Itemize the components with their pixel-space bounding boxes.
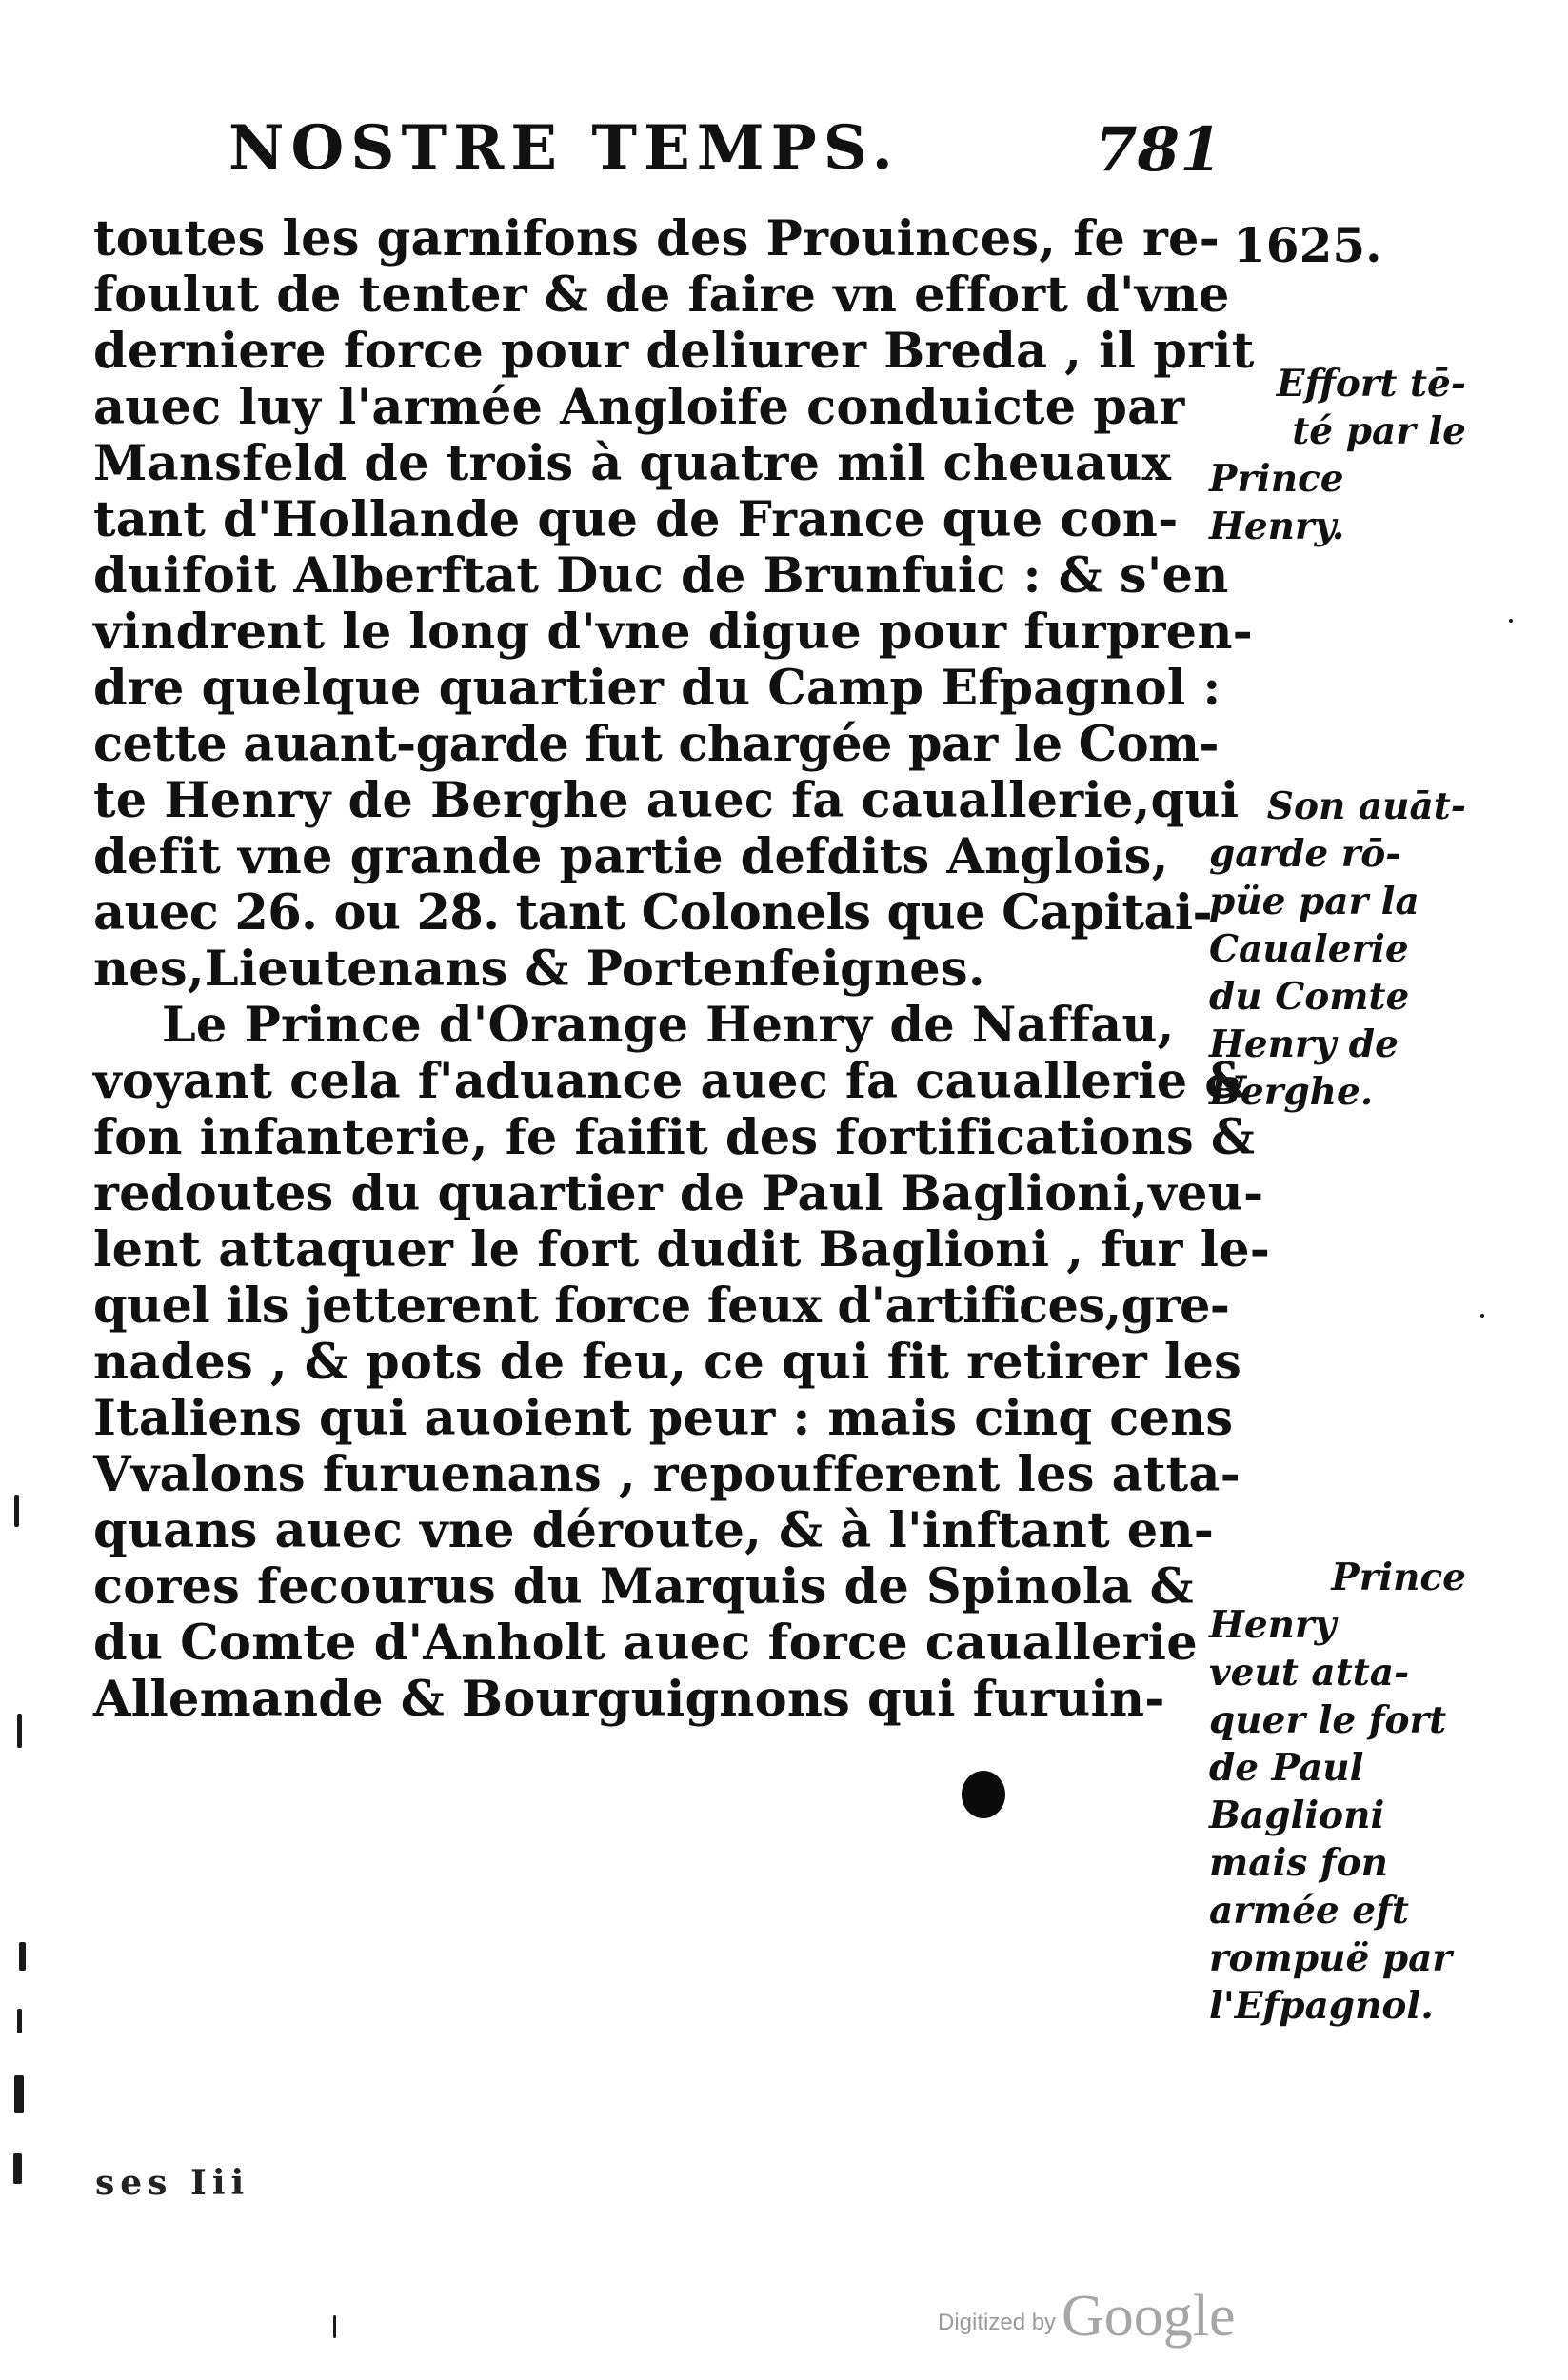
margin-note-line: quer le fort bbox=[1209, 1698, 1447, 1742]
text-line: Vvalons furuenans , repoufferent les atta- bbox=[93, 1446, 1241, 1503]
margin-note-line: Prince bbox=[1209, 457, 1344, 501]
text-line: dre quelque quartier du Camp Efpagnol : bbox=[93, 660, 1221, 717]
margin-note-line: armée eft bbox=[1209, 1889, 1409, 1933]
text-line: nades , & pots de feu, ce qui fit retirer les bbox=[93, 1334, 1242, 1391]
text-line: auec luy l'armée Angloife conduicte par bbox=[93, 379, 1185, 436]
ink-speck bbox=[1480, 1314, 1484, 1318]
margin-note-line: Henry de bbox=[1209, 1022, 1399, 1066]
text-line: quans auec vne déroute, & à l'inftant en- bbox=[93, 1502, 1215, 1559]
text-line: duifoit Alberftat Duc de Brunfuic : & s'en bbox=[93, 547, 1229, 605]
bottom-mark: ses Iii bbox=[95, 2163, 250, 2203]
margin-note-line: Prince bbox=[1331, 1556, 1466, 1599]
text-line: nes,Lieutenans & Portenfeignes. bbox=[93, 941, 985, 998]
text-line: lent attaquer le fort dudit Baglioni , fur le- bbox=[93, 1221, 1271, 1279]
text-line: Italiens qui auoient peur : mais cinq cens bbox=[93, 1390, 1234, 1447]
margin-note-line: Baglioni bbox=[1209, 1794, 1385, 1837]
ink-speck bbox=[1509, 619, 1513, 623]
text-line: Le Prince d'Orange Henry de Naffau, bbox=[93, 997, 1175, 1054]
ink-speck bbox=[17, 1714, 22, 1748]
ink-speck bbox=[333, 2315, 336, 2338]
margin-note-line: garde rō- bbox=[1209, 832, 1401, 876]
text-line: derniere force pour deliurer Breda , il prit bbox=[93, 323, 1255, 380]
digitized-by-google-watermark bbox=[938, 2283, 1261, 2350]
year-note: 1625. bbox=[1233, 217, 1382, 273]
text-line: auec 26. ou 28. tant Colonels que Capitai- bbox=[93, 884, 1213, 942]
page-header bbox=[228, 112, 1228, 198]
text-line: te Henry de Berghe auec fa cauallerie,qui bbox=[93, 772, 1240, 829]
google-logo: Google bbox=[1062, 2284, 1236, 2349]
margin-note-line: Caualerie bbox=[1209, 927, 1409, 971]
text-line: du Comte d'Anholt auec force cauallerie bbox=[93, 1615, 1198, 1672]
margin-note-avant-garde bbox=[1209, 783, 1466, 1116]
ink-speck bbox=[13, 2153, 22, 2184]
margin-note-line: de Paul bbox=[1209, 1746, 1364, 1790]
body-text bbox=[93, 210, 1271, 1728]
text-line: vindrent le long d'vne digue pour furpren- bbox=[93, 604, 1253, 661]
text-line: quel ils jetterent force feux d'artifices,gre- bbox=[93, 1278, 1230, 1335]
text-line: fon infanterie, fe faifit des fortifications & bbox=[93, 1109, 1256, 1166]
ink-speck bbox=[19, 1942, 26, 1971]
margin-note-line: veut atta- bbox=[1209, 1651, 1410, 1695]
margin-note-line: Berghe. bbox=[1209, 1070, 1374, 1114]
text-line: redoutes du quartier de Paul Baglioni,veu- bbox=[93, 1165, 1264, 1222]
ink-speck bbox=[17, 2009, 22, 2033]
margin-note-line: püe par la bbox=[1209, 880, 1419, 923]
margin-note-prince-henry bbox=[1209, 1554, 1466, 2030]
text-line: Allemande & Bourguignons qui furuin- bbox=[93, 1671, 1165, 1728]
text-line: defit vne grande partie defdits Anglois, bbox=[93, 828, 1169, 885]
text-line: toutes les garnifons des Prouinces, fe re- bbox=[93, 210, 1221, 268]
margin-note-line: Henry. bbox=[1209, 505, 1345, 548]
margin-note-effort bbox=[1209, 360, 1466, 550]
margin-note-line: Henry bbox=[1209, 1603, 1337, 1647]
text-line: foulut de tenter & de faire vn effort d'vne bbox=[93, 267, 1230, 324]
margin-note-line: té par le bbox=[1292, 409, 1466, 453]
margin-note-line: mais fon bbox=[1209, 1841, 1389, 1885]
page-number: 781 bbox=[1095, 114, 1222, 186]
text-line: voyant cela f'aduance auec fa cauallerie & bbox=[93, 1053, 1249, 1110]
margin-note-line: rompuë par bbox=[1209, 1936, 1452, 1980]
text-line: cores fecourus du Marquis de Spinola & bbox=[93, 1558, 1194, 1616]
running-title: NOSTRE TEMPS. bbox=[228, 112, 900, 184]
text-line: cette auant-garde fut chargée par le Com- bbox=[93, 716, 1219, 773]
margin-note-line: Son auāt- bbox=[1266, 784, 1466, 828]
text-line: Mansfeld de trois à quatre mil cheuaux bbox=[93, 435, 1172, 492]
margin-note-line: du Comte bbox=[1209, 975, 1410, 1019]
margin-note-line: l'Efpagnol. bbox=[1209, 1984, 1434, 2028]
ink-speck bbox=[14, 2075, 24, 2113]
watermark-prefix: Digitized by bbox=[938, 2310, 1057, 2335]
text-line: tant d'Hollande que de France que con- bbox=[93, 491, 1179, 548]
ink-blot bbox=[962, 1771, 1005, 1818]
margin-note-line: Effort tē- bbox=[1276, 362, 1466, 406]
ink-speck bbox=[14, 1495, 19, 1527]
